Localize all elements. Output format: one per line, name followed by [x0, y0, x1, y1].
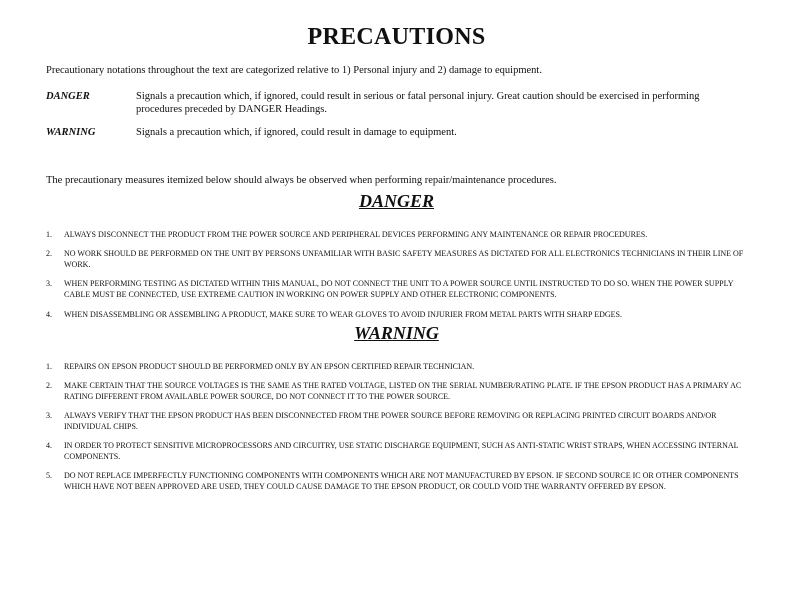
item-text: ALWAYS VERIFY THAT THE EPSON PRODUCT HAS BEEN DISCONNECTED FROM THE POWER SOURCE BEFORE REMOVING OR REPLACING PRINTED CIRCUIT BOARDS AND/OR INDIVIDUAL CHIPS. [64, 411, 717, 431]
definition-description: Signals a precaution which, if ignored, could result in damage to equipment. [136, 127, 457, 138]
item-number: 5. [46, 471, 52, 480]
item-text: WHEN DISASSEMBLING OR ASSEMBLING A PRODUCT, MAKE SURE TO WEAR GLOVES TO AVOID INJURIER FROM METAL PARTS WITH SHARP EDGES. [64, 310, 622, 319]
item-text: DO NOT REPLACE IMPERFECTLY FUNCTIONING COMPONENTS WITH COMPONENTS WHICH ARE NOT MANUFACTURED BY EPSON. IF SECOND SOURCE IC OR OTHER COMPONENTS WHICH HAVE NOT BEEN APPROVED ARE USED, THEY COULD CAUSE DAMAGE TO THE EPSON PRODUCT, OR COULD VOID THE WARRANTY OFFERED BY EPSON. [64, 471, 739, 491]
item-number: 1. [46, 362, 52, 371]
item-text: IN ORDER TO PROTECT SENSITIVE MICROPROCESSORS AND CIRCUITRY, USE STATIC DISCHARGE EQUIPMENT, SUCH AS ANTI-STATIC WRIST STRAPS, WHEN ACCESSING INTERNAL COMPONENTS. [64, 441, 739, 461]
item-text: MAKE CERTAIN THAT THE SOURCE VOLTAGES IS THE SAME AS THE RATED VOLTAGE, LISTED ON THE SERIAL NUMBER/RATING PLATE. IF THE EPSON PRODUCT HAS A PRIMARY AC RATING DIFFERENT FROM AVAILABLE POWER SOURCE, DO NOT CONNECT IT TO THE POWER SOURCE. [64, 381, 742, 401]
item-number: 2. [46, 381, 52, 390]
item-number: 3. [46, 411, 52, 420]
definition-term: WARNING [46, 127, 96, 138]
item-number: 3. [46, 279, 52, 288]
item-number: 2. [46, 249, 52, 258]
item-text: WHEN PERFORMING TESTING AS DICTATED WITHIN THIS MANUAL, DO NOT CONNECT THE UNIT TO A POWER SOURCE UNTIL INSTRUCTED TO DO SO. WHEN THE POWER SUPPLY CABLE MUST BE CONNECTED, USE EXTREME CAUTION IN WORKING ON POWER SUPPLY AND OTHER ELECTRONIC COMPONENTS. [64, 279, 734, 299]
item-text: REPAIRS ON EPSON PRODUCT SHOULD BE PERFORMED ONLY BY AN EPSON CERTIFIED REPAIR TECHNICIAN. [64, 362, 475, 371]
warning-heading: WARNING [354, 323, 439, 343]
definition-description: Signals a precaution which, if ignored, could result in serious or fatal personal injury. Great caution should be exercised in performing procedures preceded by DANGER Headings. [136, 91, 700, 115]
item-text: ALWAYS DISCONNECT THE PRODUCT FROM THE POWER SOURCE AND PERIPHERAL DEVICES PERFORMING ANY MAINTENANCE OR REPAIR PROCEDURES. [64, 230, 648, 239]
danger-heading: DANGER [358, 191, 434, 211]
definition-term: DANGER [46, 91, 90, 102]
page-title: PRECAUTIONS [307, 24, 486, 50]
item-number: 4. [46, 310, 52, 319]
item-number: 4. [46, 441, 52, 450]
intro-paragraph: Precautionary notations throughout the text are categorized relative to 1) Personal injury and 2) damage to equipment. [46, 65, 542, 76]
item-text: NO WORK SHOULD BE PERFORMED ON THE UNIT BY PERSONS UNFAMILIAR WITH BASIC SAFETY MEASURES AS DICTATED FOR ALL ELECTRONICS TECHNICIANS IN THEIR LINE OF WORK. [64, 249, 744, 269]
item-number: 1. [46, 230, 52, 239]
measures-intro: The precautionary measures itemized below should always be observed when performing repair/maintenance procedures. [46, 175, 557, 186]
